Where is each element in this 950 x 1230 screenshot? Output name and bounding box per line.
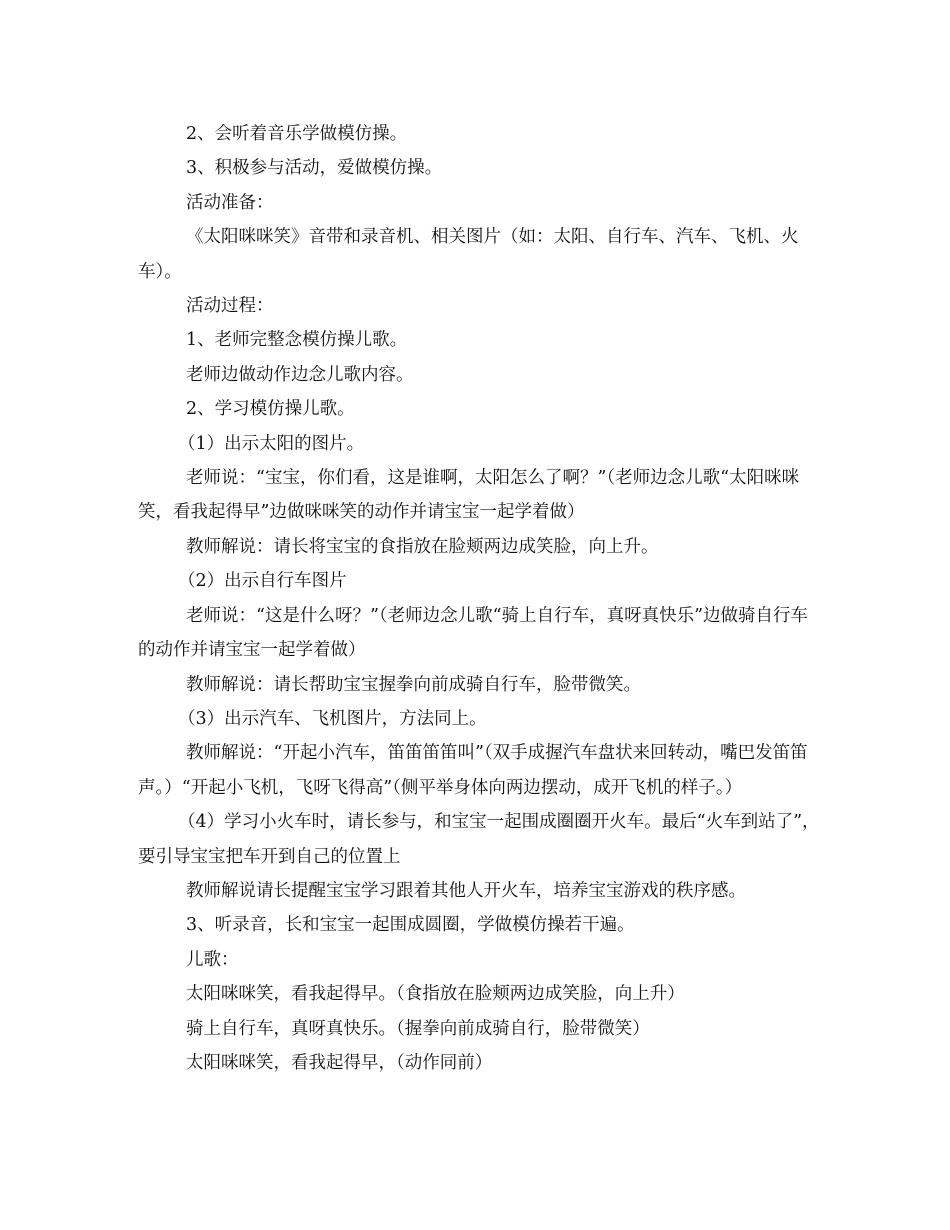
explanation-train: 教师解说请长提醒宝宝学习跟着其他人开火车，培养宝宝游戏的秩序感。 [186,880,746,901]
substep-bicycle: （2）出示自行车图片 [178,571,347,592]
process-step-3: 3、听录音，长和宝宝一起围成圆圈，学做模仿操若干遍。 [186,915,635,936]
objective-2: 2、会听着音乐学做模仿操。 [186,124,408,144]
teacher-says-sun: 老师说：“宝宝，你们看，这是谁啊，太阳怎么了啊？”（老师边念儿歌“太阳咪咪笑，看我起得早”边做咪咪笑的动作并请宝宝一起学着做） [138,468,800,523]
preparation-materials: 《太阳咪咪笑》音带和录音机、相关图片（如：太阳、自行车、汽车、飞机、火车）。 [138,227,799,282]
process-step-1-detail: 老师边做动作边念儿歌内容。 [186,364,414,385]
teacher-says-bicycle: 老师说：“这是什么呀？”（老师边念儿歌“骑上自行车，真呀真快乐”边做骑自行车的动作并请宝宝一起学着做） [138,605,809,661]
explanation-sun: 教师解说：请长将宝宝的食指放在脸颊两边成笑脸，向上升。 [186,536,659,557]
section-heading-preparation: 活动准备： [186,192,274,213]
section-heading-process: 活动过程： [186,296,274,317]
substep-train: （4）学习小火车时，请长参与，和宝宝一起围成圈圈开火车。最后“火车到站了”，要引导宝宝把车开到自己的位置上 [138,812,820,867]
explanation-bicycle: 教师解说：请长帮助宝宝握拳向前成骑自行车，脸带微笑。 [186,674,641,695]
process-step-1: 1、老师完整念模仿操儿歌。 [186,330,408,351]
document-body [138,117,820,1080]
objective-3: 3、积极参与活动，爱做模仿操。 [186,158,443,179]
section-heading-rhyme: 儿歌： [186,949,239,970]
substep-car-plane: （3）出示汽车、飞机图片，方法同上。 [178,708,487,729]
substep-sun: （1）出示太阳的图片。 [178,433,365,454]
explanation-car-plane: 教师解说：“开起小汽车，笛笛笛笛叫”（双手成握汽车盘状来回转动，嘴巴发笛笛声。）“开起小飞机，飞呀飞得高”（侧平举身体向两边摆动，成开飞机的样子。） [138,743,808,798]
rhyme-line-3: 太阳咪咪笑，看我起得早，（动作同前） [186,1052,493,1073]
rhyme-line-2: 骑上自行车，真呀真快乐。（握拳向前成骑自行，脸带微笑） [186,1018,650,1039]
rhyme-line-1: 太阳咪咪笑，看我起得早。（食指放在脸颊两边成笑脸，向上升） [186,984,685,1005]
process-step-2: 2、学习模仿操儿歌。 [186,399,355,420]
